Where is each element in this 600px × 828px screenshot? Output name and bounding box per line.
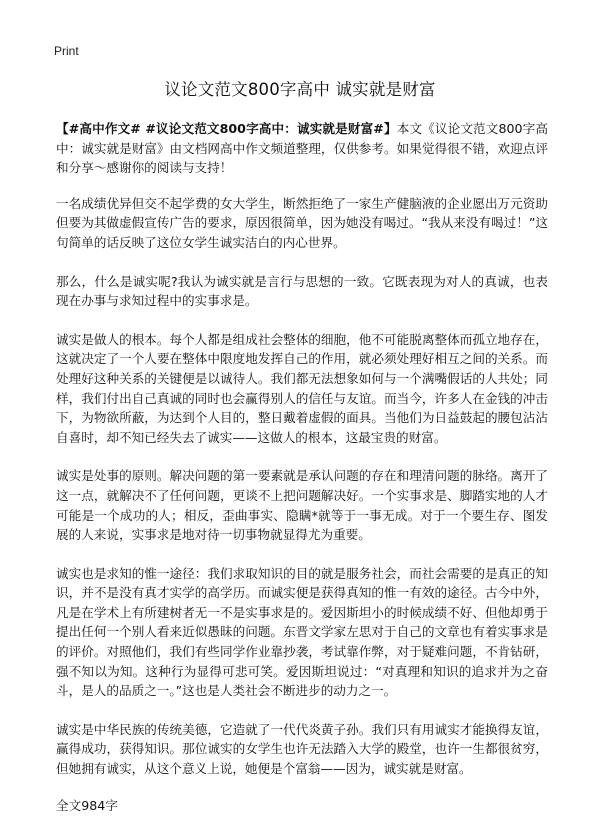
body-paragraph-6: 诚实是中华民族的传统美德，它造就了一代代炎黄子孙。我们只有用诚实才能换得友谊，赢得成功，获得知识。那位诚实的女学生也许无法踏入大学的殿堂，也许一生都很贫穷，但她拥有诚实，从这个意义上说，她便是个富翁——因为，诚实就是财富。 <box>56 721 548 777</box>
intro-bold-lead: 【#高中作文# #议论文范文800字高中：诚实就是财富#】 <box>56 121 397 136</box>
article-body <box>56 119 548 798</box>
article-title: 议论文范文800字高中 诚实就是财富 <box>164 80 436 99</box>
word-count: 全文984字 <box>56 798 118 813</box>
intro-paragraph <box>56 119 548 178</box>
body-paragraph-1: 一名成绩优异但交不起学费的女大学生，断然拒绝了一家生产健脑液的企业愿出万元资助但要为其做虚假宣传广告的要求，原因很简单，因为她没有喝过。“我从来没有喝过！”这句简单的话反映了这位女学生诚实洁白的内心世界。 <box>56 195 548 250</box>
print-link[interactable]: Print <box>54 44 79 58</box>
body-paragraph-3: 诚实是做人的根本。每个人都是组成社会整体的细胞，他不可能脱离整体而孤立地存在，这就决定了一个人要在整体中限度地发挥自己的作用，就必须处理好相互之间的关系。而处理好这种关系的关键便是以诚待人。我们都无法想象如何与一个满嘴假话的人共处；同样，我们付出自己真诚的同时也会赢得别人的信任与友谊。而当今，许多人在金钱的冲击下，为物欲所蔽，为达到个人目的，整日戴着虚假的面具。当他们为日益鼓起的腰包沾沾自喜时，却不知已经失去了诚实——这做人的根本，这最宝贵的财富。 <box>56 331 548 445</box>
body-paragraph-5: 诚实也是求知的惟一途径：我们求取知识的目的就是服务社会，而社会需要的是真正的知识，并不是没有真才实学的高学历。而诚实便是获得真知的惟一有效的途径。古今中外，凡是在学术上有所建树者无一不是实事求是的。爱因斯坦小的时候成绩不好、但他却勇于提出任何一个别人看来近似愚昧的问题。东晋文学家左思对于自己的文章也有着实事求是的评价。对照他们，我们有些同学作业靠抄袭，考试靠作弊，对于疑难问题，不肯钻研，强不知以为知。这种行为显得可悲可笑。爱因斯坦说过：“对真理和知识的追求并为之奋斗，是人的品质之一。”这也是人类社会不断进步的动力之一。 <box>56 565 548 699</box>
body-paragraph-4: 诚实是处事的原则。解决问题的第一要素就是承认问题的存在和理清问题的脉络。离开了这一点，就解决不了任何问题，更谈不上把问题解决好。一个实事求是、脚踏实地的人才可能是一个成功的人；相反，歪曲事实、隐瞒*就等于一事无成。对于一个要生存、图发展的人来说，实事求是地对待一切事物就显得尤为重要。 <box>56 468 548 543</box>
intro-text: 本文《议论文范文800字高中：诚实就是财富》由文档网高中作文频道整理，仅供参考。如果觉得很不错，欢迎点评和分享～感谢你的阅读与支持！ <box>56 121 548 176</box>
body-paragraph-2: 那么，什么是诚实呢?我认为诚实就是言行与思想的一致。它既表现为对人的真诚，也表现在办事与求知过程中的实事求是。 <box>56 273 548 309</box>
